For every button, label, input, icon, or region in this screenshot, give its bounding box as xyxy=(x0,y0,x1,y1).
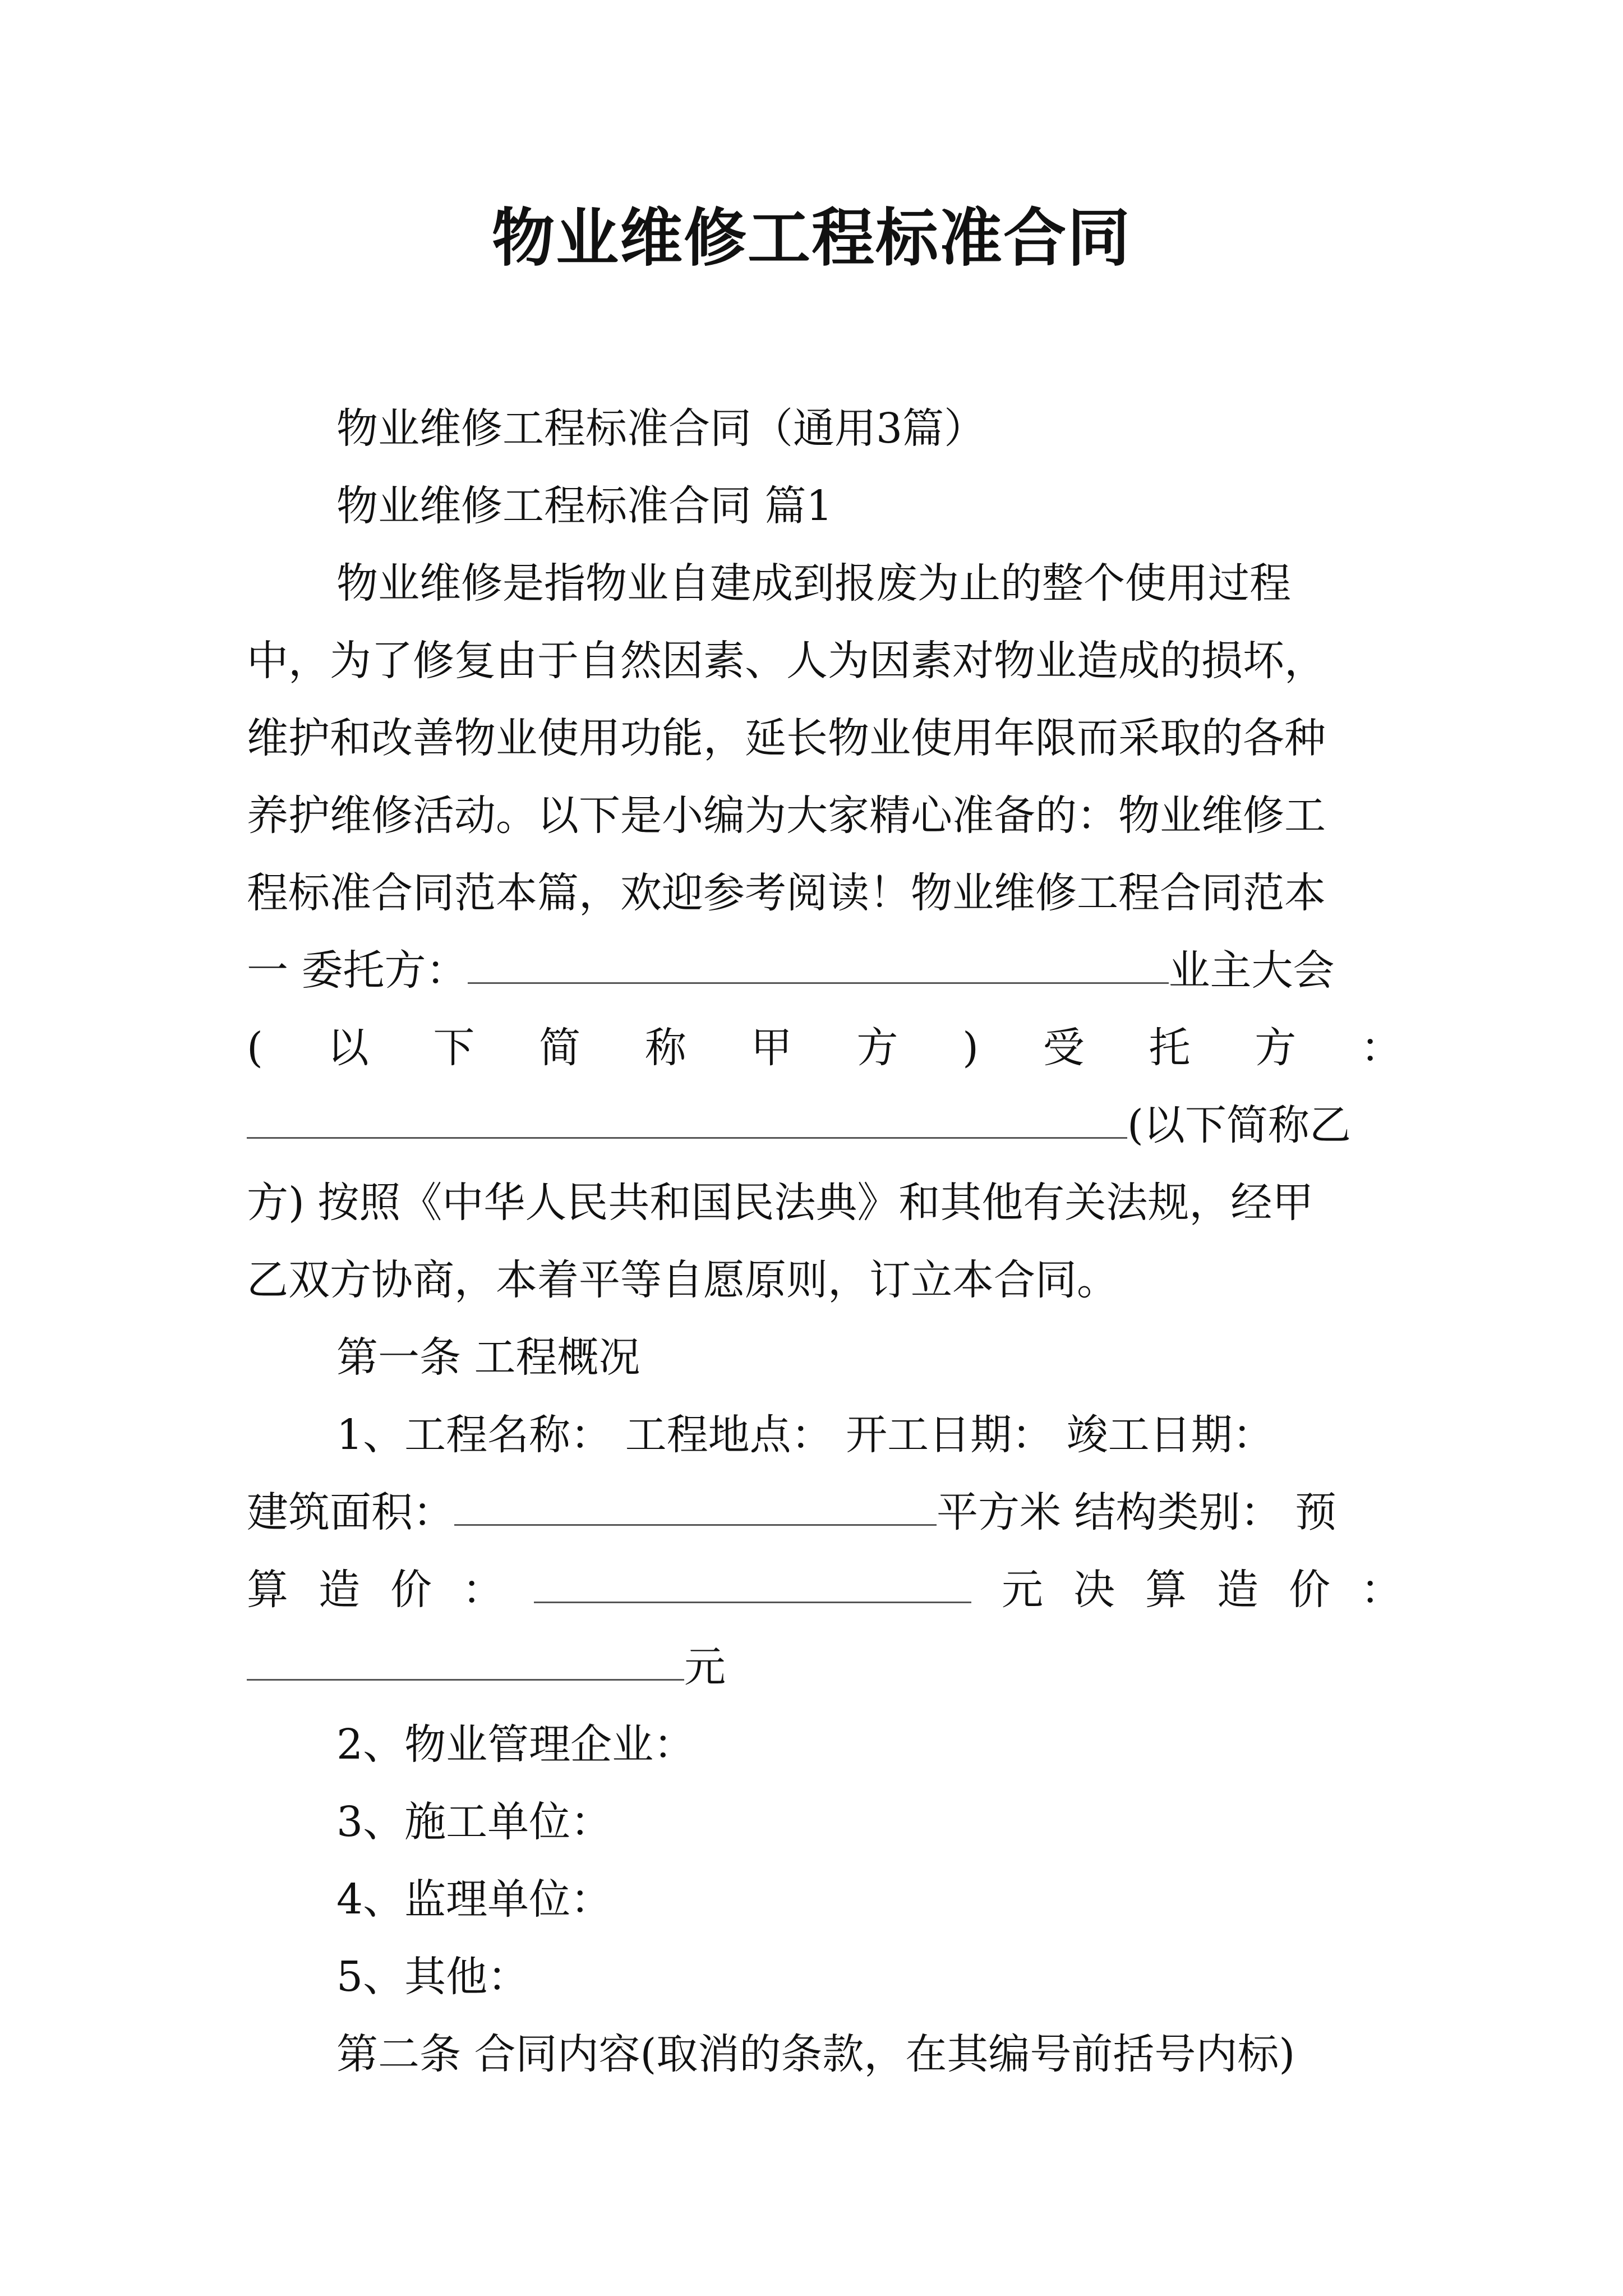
spaced-line: ( 以 下 简 称 甲 方 ) 受 托 方 ： xyxy=(247,1024,1402,1072)
paragraph-line: 物业维修是指物业自建成到报废为止的整个使用过程 xyxy=(336,559,1291,608)
list-item: 5、其他： xyxy=(336,1953,529,2001)
paragraph-line: 养护维修活动。以下是小编为大家精心准备的：物业维修工 xyxy=(247,792,1326,840)
subtitle-line: 物业维修工程标准合同（通用3篇） xyxy=(336,404,986,453)
section-heading: 物业维修工程标准合同 篇1 xyxy=(336,482,833,530)
final-cost-line: 元 xyxy=(247,1628,1402,1706)
trustee-blank[interactable] xyxy=(247,1087,1127,1139)
article-heading: 第二条 合同内容(取消的条款，在其编号前括号内标) xyxy=(336,2030,1295,2078)
paragraph-line: 维护和改善物业使用功能，延长物业使用年限而采取的各种 xyxy=(247,714,1326,762)
project-fields-line: 1、工程名称： 工程地点： 开工日期： 竣工日期： xyxy=(336,1411,1274,1459)
cost-line: 算 造 价 ： 元 决 算 造 价 ： xyxy=(247,1551,1402,1628)
trustee-line: (以下简称乙 xyxy=(247,1087,1402,1164)
document-title: 物业维修工程标准合同 xyxy=(492,201,1131,275)
list-item: 3、施工单位： xyxy=(336,1798,612,1846)
area-line: 建筑面积： 平方米 结构类别： 预 xyxy=(247,1474,1402,1551)
area-blank[interactable] xyxy=(454,1474,937,1526)
list-item: 4、监理单位： xyxy=(336,1875,612,1924)
paragraph-line: 中，为了修复由于自然因素、人为因素对物业造成的损坏， xyxy=(247,637,1326,685)
client-line: 一 委托方： 业主大会 xyxy=(247,932,1402,1009)
list-item: 2、物业管理企业： xyxy=(336,1720,695,1769)
budget-cost-blank[interactable] xyxy=(534,1551,971,1603)
paragraph-line: 方) 按照《中华人民共和国民法典》和其他有关法规，经甲 xyxy=(247,1179,1314,1227)
article-heading: 第一条 工程概况 xyxy=(336,1333,640,1382)
client-blank[interactable] xyxy=(468,932,1169,984)
paragraph-line: 乙双方协商，本着平等自愿原则，订立本合同。 xyxy=(247,1256,1118,1304)
paragraph-line: 程标准合同范本篇，欢迎参考阅读！物业维修工程合同范本 xyxy=(247,869,1326,917)
final-cost-blank[interactable] xyxy=(247,1628,684,1681)
